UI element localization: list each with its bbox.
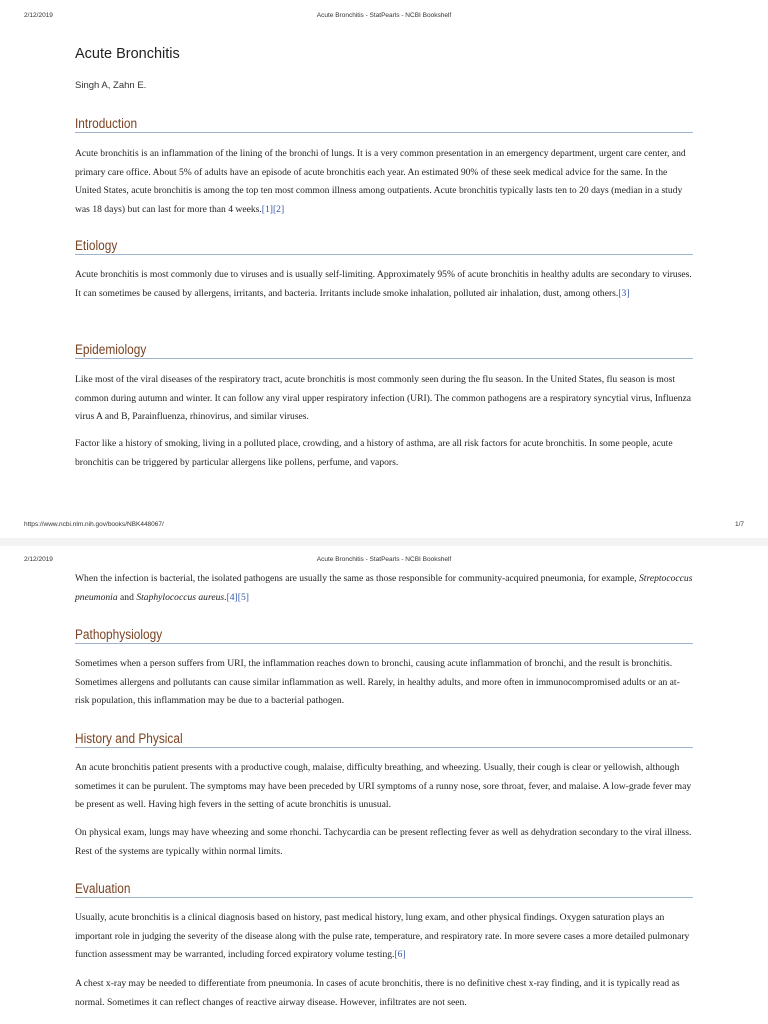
history-paragraph-2: On physical exam, lungs may have wheezing and some rhonchi. Tachycardia can be present reflecting fever as well as dehydration secondary to the viral illness. Rest of the systems are typically within normal limits. — [75, 827, 692, 857]
article-authors: Singh A, Zahn E. — [75, 80, 147, 91]
etiology-paragraph — [75, 266, 693, 303]
organism-staphylococcus: Staphylococcus aureus — [136, 591, 225, 603]
page-separator — [0, 538, 768, 546]
section-heading-pathophysiology: Pathophysiology — [75, 627, 693, 644]
evaluation-text: Usually, acute bronchitis is a clinical diagnosis based on history, past medical history, lung exam, and other physical findings. Oxygen saturation plays an important role in judging the severity of the disease along with the pulse rate, temperature, and respiratory rate. In more severe cases a more detailed pulmonary function assessment may be warranted, including forced expiratory volume testing. — [75, 912, 690, 960]
section-heading-history-physical: History and Physical — [75, 731, 693, 748]
print-header-date: 2/12/2019 — [24, 12, 53, 19]
epidemiology-paragraph-1: Like most of the viral diseases of the respiratory tract, acute bronchitis is most commonly seen during the flu season. In the United States, flu season is most common during autumn and winter. It can follow any viral upper respiratory infection (URI). The common pathogens are a respiratory syncytial virus, Influenza virus A and B, Parainfluenza, rhinovirus, and similar viruses. — [75, 374, 692, 422]
evaluation-paragraph-1 — [75, 909, 693, 965]
print-header-title: Acute Bronchitis - StatPearls - NCBI Bookshelf — [316, 12, 452, 19]
epidemiology-paragraph-2: Factor like a history of smoking, living in a polluted place, crowding, and a history of asthma, are all risk factors for acute bronchitis. In some people, acute bronchitis can be triggered by particular allergens like pollens, perfume, and vapors. — [75, 438, 673, 468]
article-title: Acute Bronchitis — [75, 46, 180, 62]
evaluation-paragraph-2: A chest x-ray may be needed to differentiate from pneumonia. In cases of acute bronchitis, there is no definitive chest x-ray finding, and it is typically read as normal. Sometimes it can reflect changes of reactive airway disease. However, infiltrates are not seen. — [75, 978, 680, 1008]
history-paragraph-1: An acute bronchitis patient presents with a productive cough, malaise, difficulty breathing, and wheezing. Usually, their cough is clear or yellowish, although sometimes it can be purulent. The symptoms may have been preceded by URI symptoms of a runny nose, sore throat, fever, and malaise. A low-grade fever may be present as well. Having high fevers in the setting of acute bronchitis is unusual. — [75, 762, 692, 810]
evaluation-citation-link[interactable]: [6] — [394, 949, 406, 960]
epidemiology-p3-and: and — [120, 591, 134, 603]
print-header-date-page2: 2/12/2019 — [24, 556, 53, 563]
section-heading-epidemiology: Epidemiology — [75, 342, 693, 359]
epidemiology-p3-text: When the infection is bacterial, the isolated pathogens are usually the same as those responsible for community-acquired pneumonia, for example, — [75, 573, 637, 584]
etiology-text: Acute bronchitis is most commonly due to viruses and is usually self-limiting. Approximately 95% of acute bronchitis in healthy adults are secondary to viruses. It can sometimes be caused by allergens, irritants, and bacteria. Irritants include smoke inhalation, polluted air inhalation, dust, among others. — [75, 269, 692, 299]
epidemiology-p3-end: . — [224, 591, 227, 603]
introduction-citation-link[interactable]: [1][2] — [261, 203, 285, 215]
section-heading-evaluation: Evaluation — [75, 881, 693, 898]
section-heading-etiology: Etiology — [75, 238, 693, 255]
print-header-title-page2: Acute Bronchitis - StatPearls - NCBI Bookshelf — [316, 556, 452, 563]
section-heading-introduction: Introduction — [75, 116, 693, 133]
organism-streptococcus: Streptococcus pneumonia — [75, 573, 693, 603]
print-footer-page-number: 1/7 — [735, 521, 745, 528]
epidemiology-paragraph-3 — [75, 570, 693, 607]
epidemiology-citation-link[interactable]: [4][5] — [226, 591, 249, 603]
introduction-paragraph — [75, 145, 693, 219]
pathophysiology-paragraph: Sometimes when a person suffers from URI, the inflammation reaches down to bronchi, causing acute inflammation of bronchi, and the result is bronchitis. Sometimes allergens and pollutants can cause similar inflammation as well. Rarely, in healthy adults, and more often in immunocompromised adults or an at-risk population, this inflammation may be due to a bacterial pathogen. — [75, 658, 680, 706]
print-footer-url: https://www.ncbi.nlm.nih.gov/books/NBK448067/ — [24, 521, 164, 528]
introduction-text: Acute bronchitis is an inflammation of the lining of the bronchi of lungs. It is a very common presentation in an emergency department, urgent care center, and primary care office. About 5% of adults have an episode of acute bronchitis each year. An estimated 90% of these seek medical advice for the same. In the United States, acute bronchitis is among the top ten most common illness among outpatients. Acute bronchitis typically lasts ten to 20 days (median in a study was 18 days) but can last for more than 4 weeks. — [75, 148, 686, 215]
etiology-citation-link[interactable]: [3] — [618, 287, 630, 299]
